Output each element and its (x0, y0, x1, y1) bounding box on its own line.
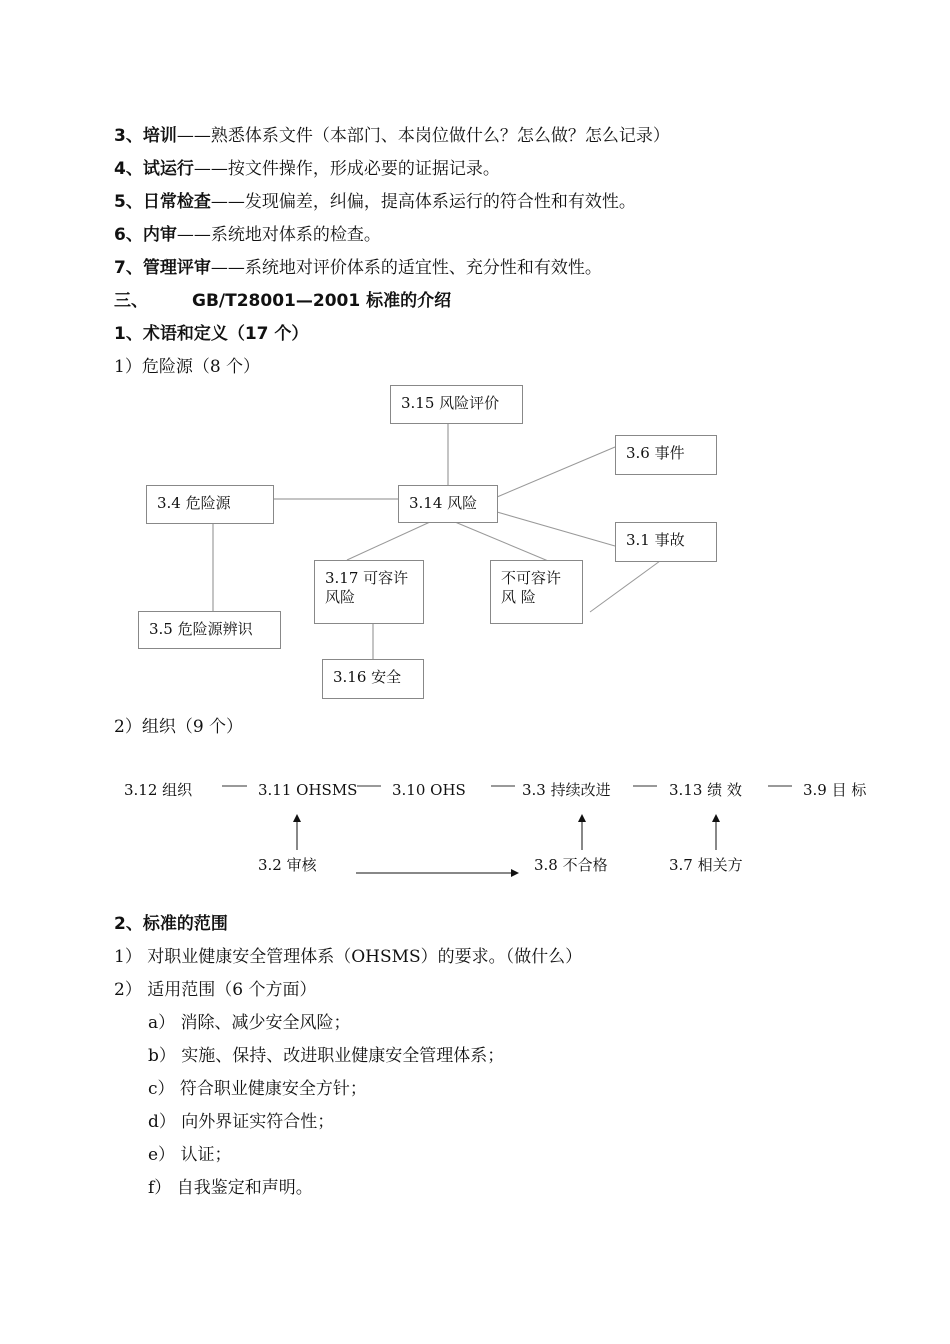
step-5-head: 5、日常检查 (114, 192, 211, 212)
node-risk-evaluation: 3.15 风险评价 (390, 385, 523, 424)
node-safety: 3.16 安全 (322, 659, 424, 699)
step-3-head: 3、培训 (114, 126, 177, 146)
step-4-head: 4、试运行 (114, 159, 194, 179)
step-7-text: ——系统地对评价体系的适宜性、充分性和有效性。 (210, 258, 602, 278)
step-6-text: ——系统地对体系的检查。 (176, 225, 381, 245)
node-accident: 3.1 事故 (615, 522, 717, 562)
step-5-text: ——发现偏差，纠偏，提高体系运行的符合性和有效性。 (210, 192, 636, 212)
node-hazard-identification: 3.5 危险源辨识 (138, 611, 281, 649)
step-7-head: 7、管理评审 (114, 258, 211, 278)
scope-subitem-a: a） 消除、减少安全风险； (148, 1013, 351, 1033)
org-node-ohsms: 3.11 OHSMS (258, 781, 358, 799)
section-3-title: GB/T28001—2001 标准的介绍 (192, 291, 452, 311)
node-intolerable-risk-line2: 风 险 (501, 588, 536, 606)
org-node-objective: 3.9 目 标 (803, 781, 867, 799)
org-node-performance: 3.13 绩 效 (669, 781, 742, 799)
subsection-1-heading: 1、术语和定义（17 个） (114, 324, 309, 344)
node-incident: 3.6 事件 (615, 435, 717, 475)
scope-subitem-b: b） 实施、保持、改进职业健康安全管理体系； (148, 1046, 505, 1066)
node-hazard: 3.4 危险源 (146, 485, 274, 524)
node-tolerable-risk-line2: 风险 (325, 588, 356, 606)
section-3-number: 三、 (114, 291, 148, 311)
step-3-text: ——熟悉体系文件（本部门、本岗位做什么？怎么做？怎么记录） (176, 126, 670, 146)
org-node-continual-improvement: 3.3 持续改进 (522, 781, 611, 799)
org-node-ohs: 3.10 OHS (392, 781, 466, 799)
org-node-nonconformance: 3.8 不合格 (534, 856, 608, 874)
org-node-interested-party: 3.7 相关方 (669, 856, 743, 874)
organization-group-label: 2）组织（9 个） (114, 717, 244, 737)
org-node-organization: 3.12 组织 (124, 781, 193, 799)
node-tolerable-risk-line1: 3.17 可容许 (325, 569, 409, 587)
scope-item-2: 2） 适用范围（6 个方面） (114, 980, 317, 1000)
scope-item-1: 1） 对职业健康安全管理体系（OHSMS）的要求。（做什么） (114, 947, 583, 967)
subsection-2-heading: 2、标准的范围 (114, 914, 228, 934)
node-risk: 3.14 风险 (398, 485, 498, 523)
step-6-head: 6、内审 (114, 225, 177, 245)
scope-subitem-e: e） 认证； (148, 1145, 232, 1165)
scope-subitem-c: c） 符合职业健康安全方针； (148, 1079, 367, 1099)
scope-subitem-d: d） 向外界证实符合性； (148, 1112, 335, 1132)
node-intolerable-risk-line1: 不可容许 (501, 569, 562, 587)
step-4-text: ——按文件操作，形成必要的证据记录。 (193, 159, 500, 179)
scope-subitem-f: f） 自我鉴定和声明。 (148, 1178, 313, 1198)
hazard-group-label: 1）危险源（8 个） (114, 357, 261, 377)
org-node-audit: 3.2 审核 (258, 856, 317, 874)
